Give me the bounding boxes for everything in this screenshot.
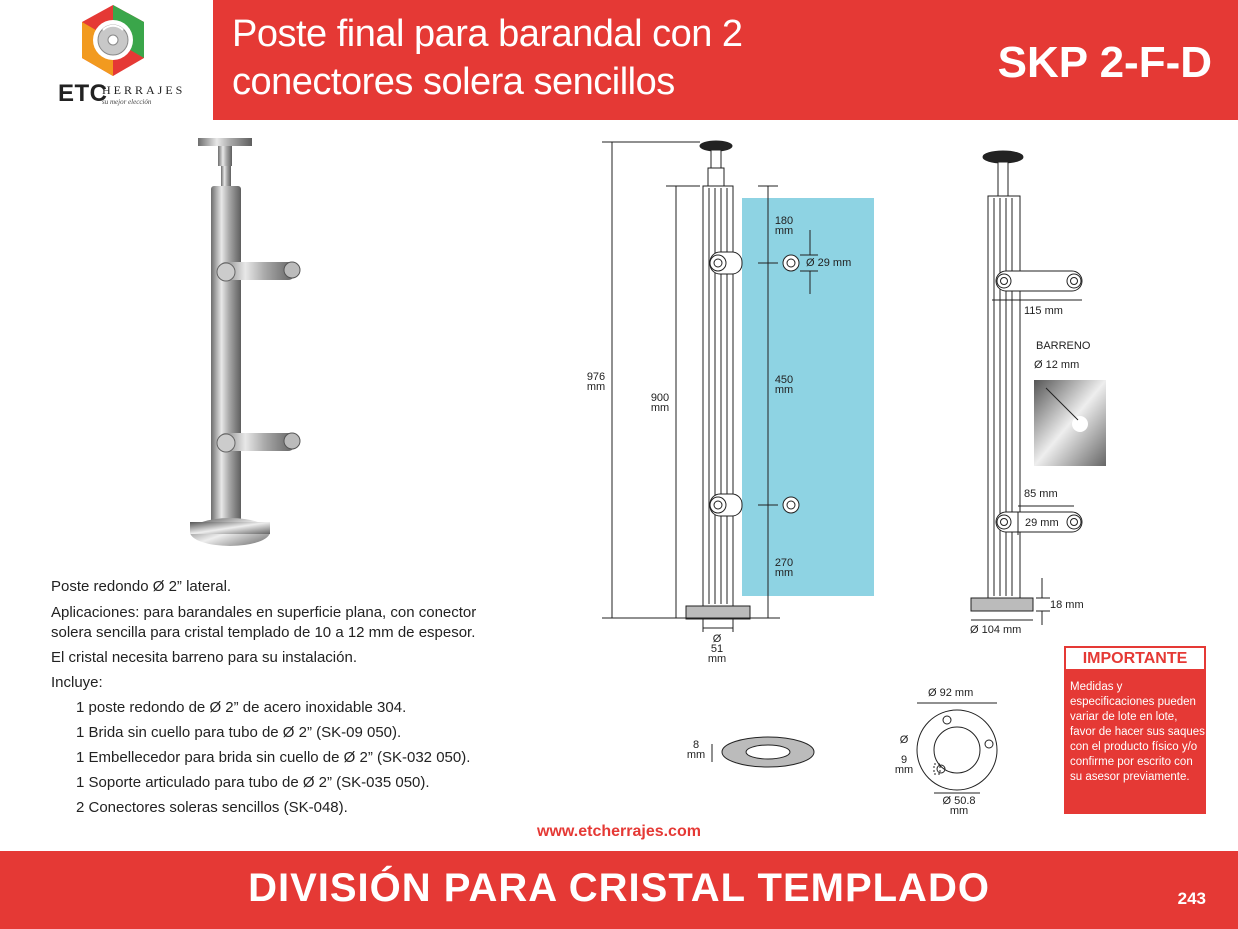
list-item: 1 Soporte articulado para tubo de Ø 2” (SK-035 050). (76, 774, 430, 791)
product-code: SKP 2-F-D (997, 38, 1212, 87)
height-18-label: 18 mm (1050, 599, 1084, 611)
front-view-drawing (602, 141, 874, 632)
plate-diameter-symbol: Ø (899, 734, 909, 746)
diameter-92-label: Ø 92 mm (928, 687, 974, 699)
width-85-label: 85 mm (1024, 488, 1058, 500)
product-description: Poste redondo Ø 2” lateral. Aplicaciones: para barandales en superficie plana, con conector solera sencilla para cristal templado de 10 a 12 mm de espesor. El cristal necesita barreno para su instalación. Incluye: 1 poste redondo de Ø 2” de acero inoxidable 304. 1 Brida sin cuello para tubo de Ø 2” (SK-09 050). 1 Embellecedor para brida sin cuello de Ø 2” (SK-032 050). 1 Soporte articulado para tubo de Ø 2” (SK-035 050). 2 Conectores soleras sencillos (SK-048). (51, 574, 551, 820)
height-976-label: 976 mm (586, 371, 606, 393)
width-29-label: 29 mm (1025, 517, 1059, 529)
title-line-2: conectores solera sencillos (232, 61, 675, 103)
dim-450-label: 450 mm (774, 374, 794, 396)
important-text: Medidas y especificaciones pueden variar de lote en lote, favor de hacer sus saques con el producto físico y/o confirme por escrito con su asesor previamente. (1070, 681, 1205, 783)
diameter-104-label: Ø 104 mm (970, 624, 1022, 636)
title-line-1: Poste final para barandal con 2 (232, 13, 743, 55)
website-link[interactable]: www.etcherrajes.com (537, 823, 701, 840)
thickness-8-label: 8 mm (686, 739, 706, 761)
hole-9-label: 9 mm (894, 754, 914, 776)
footer-title: DIVISIÓN PARA CRISTAL TEMPLADO (248, 866, 990, 910)
list-item: 1 Brida sin cuello para tubo de Ø 2” (SK-09 050). (76, 724, 402, 741)
dim-270-label: 270 mm (774, 557, 794, 579)
list-item: 2 Conectores soleras sencillos (SK-048). (76, 799, 348, 816)
logo-tagline: su mejor elección (102, 98, 152, 106)
diameter-51-label: Ø 51 mm (707, 633, 727, 665)
diameter-50-8-label: Ø 50.8 mm (942, 795, 976, 817)
hole-diameter-label: Ø 12 mm (1034, 359, 1080, 371)
side-view-drawing (971, 151, 1106, 625)
dim-180-label: 180 mm (774, 215, 794, 237)
logo-text: ETC (58, 80, 108, 107)
important-title: IMPORTANTE (1064, 646, 1206, 671)
base-plate-drawing (917, 703, 997, 793)
logo-subtext: HERRAJES (102, 83, 186, 97)
width-115-label: 115 mm (1024, 305, 1063, 317)
diameter-29-label: Ø 29 mm (806, 257, 852, 269)
height-900-label: 900 mm (650, 392, 670, 414)
flange-ring-drawing (712, 737, 814, 767)
page-number: 243 (1177, 889, 1206, 908)
product-photo (190, 138, 300, 546)
barreno-label: BARRENO (1036, 340, 1091, 352)
list-item: 1 Embellecedor para brida sin cuello de Ø 2” (SK-032 050). (76, 749, 471, 766)
list-item: 1 poste redondo de Ø 2” de acero inoxidable 304. (76, 699, 407, 716)
